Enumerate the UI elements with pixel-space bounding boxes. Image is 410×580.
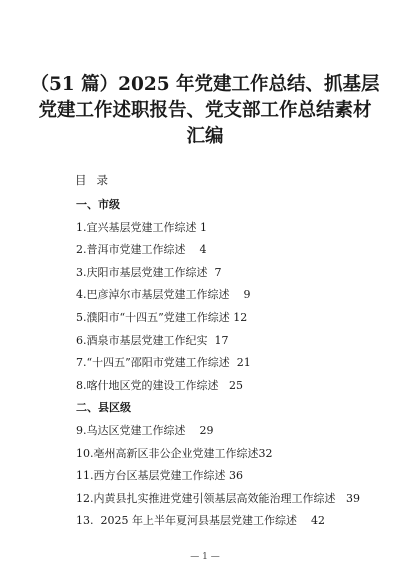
toc-section-heading: 二、县区级 xyxy=(76,401,131,415)
toc-entry[interactable]: 3.庆阳市基层党建工作综述 7 xyxy=(76,265,222,279)
toc-entry[interactable]: 6.酒泉市基层党建工作纪实 17 xyxy=(76,333,229,347)
toc-entry[interactable]: 7.“十四五”邵阳市党建工作综述 21 xyxy=(76,356,251,370)
title-line: 汇编 xyxy=(186,126,224,147)
toc-entry[interactable]: 12.内黄县扎实推进党建引领基层高效能治理工作综述 39 xyxy=(76,491,360,505)
toc-entry[interactable]: 9.乌达区党建工作综述 29 xyxy=(76,423,214,437)
document-title xyxy=(20,72,390,150)
toc-section-heading: 一、市级 xyxy=(76,198,120,211)
toc-heading: 目录 xyxy=(75,173,118,187)
toc-entry[interactable]: 8.喀什地区党的建设工作综述 25 xyxy=(76,378,243,392)
title-line: 党建工作述职报告、党支部工作总结素材 xyxy=(38,100,372,121)
toc-entry[interactable]: 2.普洱市党建工作综述 4 xyxy=(76,243,207,257)
toc-entry[interactable]: 10.亳州高新区非公企业党建工作综述32 xyxy=(76,446,273,460)
toc-entry[interactable]: 11.西方台区基层党建工作综述 36 xyxy=(76,469,243,483)
toc-entry[interactable]: 5.濮阳市“十四五”党建工作综述 12 xyxy=(76,310,248,324)
page-number: — 1 — xyxy=(190,552,220,562)
toc-entry[interactable]: 13. 2025 年上半年夏河县基层党建工作综述 42 xyxy=(76,514,325,528)
table-of-contents xyxy=(76,194,406,533)
title-line: （51 篇）2025 年党建工作总结、抓基层 xyxy=(30,74,380,95)
toc-entry[interactable]: 1.宜兴基层党建工作综述 1 xyxy=(76,220,207,234)
toc-entry[interactable]: 4.巴彦淖尔市基层党建工作综述 9 xyxy=(76,288,251,302)
